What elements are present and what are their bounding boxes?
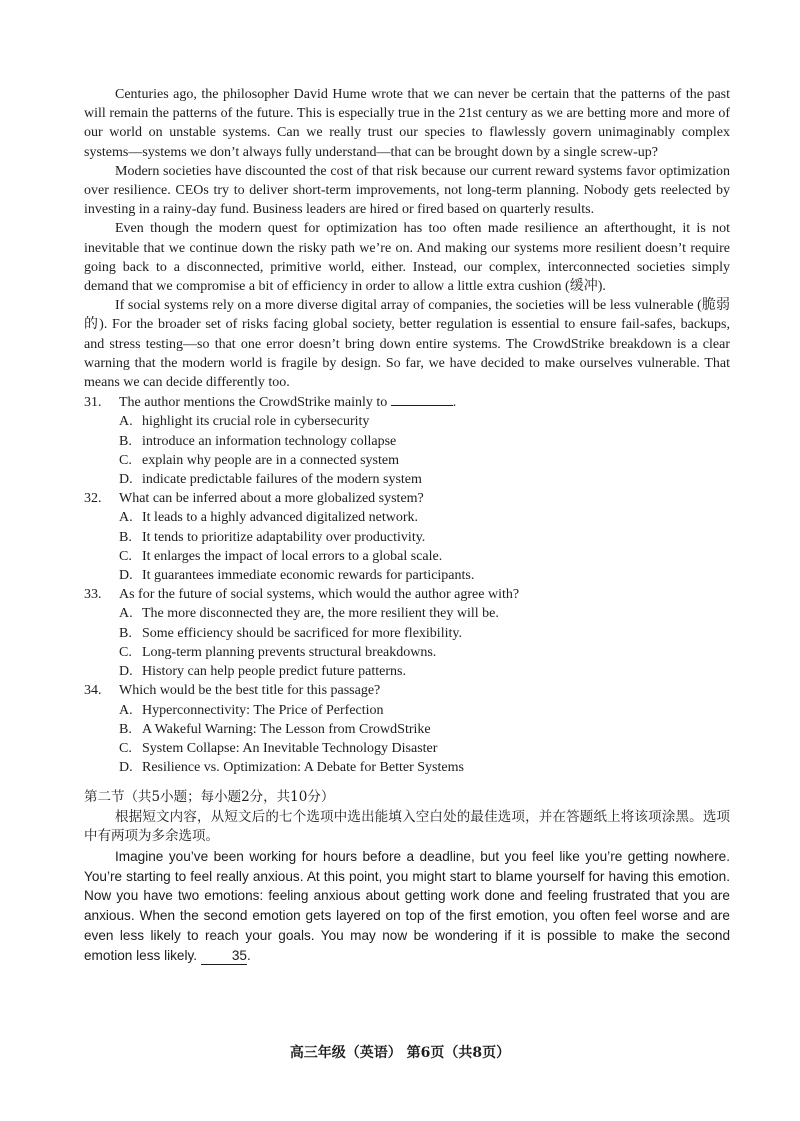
option-letter: A.: [119, 606, 133, 622]
option-text: introduce an information technology collapse: [142, 433, 397, 449]
question-number: 34.: [84, 683, 102, 699]
question-stem: [84, 681, 730, 700]
option-d: [84, 566, 730, 585]
reading-passage: [84, 85, 730, 392]
question-stem: [84, 392, 730, 412]
question-text: Which would be the best title for this passage?: [119, 683, 381, 699]
option-text: It leads to a highly advanced digitalized network.: [142, 510, 419, 526]
option-letter: B.: [119, 625, 132, 641]
option-text: The more disconnected they are, the more resilient they will be.: [142, 606, 499, 622]
cloze-paragraph: [84, 847, 730, 966]
option-letter: A.: [119, 510, 133, 526]
option-text: Some efficiency should be sacrificed for more flexibility.: [142, 625, 462, 641]
question-stem: [84, 489, 730, 508]
question-stem-end: .: [452, 395, 457, 411]
option-letter: A.: [119, 414, 133, 430]
option-letter: A.: [119, 702, 133, 718]
option-a: [84, 412, 730, 431]
option-c: [84, 643, 730, 662]
question-text: The author mentions the CrowdStrike mainly to: [119, 395, 388, 411]
question-number: 32.: [84, 491, 102, 507]
option-letter: C.: [119, 740, 132, 756]
exam-page: [84, 85, 730, 966]
option-letter: D.: [119, 664, 133, 680]
option-letter: D.: [119, 472, 133, 488]
option-d: [84, 758, 730, 777]
cloze-text: Imagine you’ve been working for hours before a deadline, but you feel like you’re getting nowhere. You’re starting to feel really anxious. At this point, you might start to blame yourself for having this emotion. Now you have two emotions: feeling anxious about getting work done and feeling frustrated that you are anxious. When the second emotion gets layered on top of the first emotion, you often feel worse and are even less likely to reach your goals. You may now be wondering if it is possible to make the second emotion less likely.: [84, 848, 730, 963]
question-number: 31.: [84, 395, 102, 411]
option-b: [84, 432, 730, 451]
option-text: Long-term planning prevents structural breakdowns.: [142, 644, 437, 660]
option-letter: B.: [119, 529, 132, 545]
option-text: It tends to prioritize adaptability over productivity.: [142, 529, 426, 545]
option-letter: B.: [119, 433, 132, 449]
option-letter: C.: [119, 452, 132, 468]
option-d: [84, 662, 730, 681]
passage-paragraph-2: Modern societies have discounted the cost of that risk because our current reward systems favor optimization over resilience. CEOs try to deliver short-term improvements, not long-term planning. Nobody gets reelected by investing in a rainy-day fund. Business leaders are hired or fired based on quarterly results.: [84, 163, 730, 218]
option-c: [84, 739, 730, 758]
question-stem: [84, 585, 730, 604]
question-text: What can be inferred about a more globalized system?: [119, 491, 424, 507]
cloze-blank-end: .: [246, 947, 251, 963]
passage-paragraph-1: Centuries ago, the philosopher David Hume wrote that we can never be certain that the patterns of the past will remain the patterns of the future. This is especially true in the 21st century as we are betting more and more of our world on unstable systems. Can we really trust our species to flawlessly govern unimaginably complex systems—systems we don’t always fully understand—that can be brought down by a single screw-up?: [84, 87, 730, 160]
option-text: It enlarges the impact of local errors to a global scale.: [142, 548, 443, 564]
question-34: [84, 681, 730, 777]
option-text: Resilience vs. Optimization: A Debate for Better Systems: [142, 760, 464, 776]
passage-paragraph-3: Even though the modern quest for optimization has too often made resilience an afterthought, it is not inevitable that we continue down the risky path we’re on. And making our systems more resilient doesn’t require going back to a disconnected, primitive world, either. Instead, our complex, interconnected societies simply demand that we compromise a bit of efficiency in order to allow a little extra cushion (缓冲).: [84, 221, 730, 295]
option-letter: C.: [119, 548, 132, 564]
question-31: [84, 392, 730, 489]
option-a: [84, 701, 730, 720]
section-instructions: 根据短文内容，从短文后的七个选项中选出能填入空白处的最佳选项，并在答题纸上将该项涂黑。选项中有两项为多余选项。: [84, 808, 730, 845]
option-letter: C.: [119, 644, 132, 660]
option-a: [84, 604, 730, 623]
option-letter: B.: [119, 721, 132, 737]
question-33: [84, 585, 730, 681]
option-text: It guarantees immediate economic rewards for participants.: [142, 568, 475, 584]
option-b: [84, 528, 730, 547]
option-c: [84, 547, 730, 566]
page-footer: 高三年级（英语） 第6页（共8页）: [289, 1045, 511, 1061]
question-number: 33.: [84, 587, 102, 603]
option-text: highlight its crucial role in cybersecurity: [142, 414, 370, 430]
question-32: [84, 489, 730, 585]
option-d: [84, 470, 730, 489]
passage-paragraph-4: If social systems rely on a more diverse digital array of companies, the societies will be less vulnerable (脆弱的). For the broader set of risks facing global society, better regulation is essential to ensure fail-safes, backups, and stress testing—so that one error doesn’t bring down entire systems. The CrowdStrike breakdown is a clear warning that the modern world is fragile by design. So far, we have decided to make ourselves vulnerable. That means we can decide differently too.: [84, 298, 730, 391]
option-text: indicate predictable failures of the modern system: [142, 472, 422, 488]
option-text: A Wakeful Warning: The Lesson from CrowdStrike: [142, 721, 431, 737]
option-text: History can help people predict future patterns.: [142, 664, 406, 680]
option-a: [84, 508, 730, 527]
question-text: As for the future of social systems, which would the author agree with?: [119, 587, 520, 603]
option-text: System Collapse: An Inevitable Technology Disaster: [142, 740, 438, 756]
option-letter: D.: [119, 568, 133, 584]
section-heading: 第二节（共5小题；每小题2分，共10分）: [84, 789, 335, 806]
cloze-blank-35: 35: [201, 948, 247, 965]
answer-blank: [391, 392, 453, 406]
option-b: [84, 624, 730, 643]
option-b: [84, 720, 730, 739]
option-text: explain why people are in a connected system: [142, 452, 399, 468]
option-letter: D.: [119, 760, 133, 776]
option-c: [84, 451, 730, 470]
option-text: Hyperconnectivity: The Price of Perfection: [142, 702, 384, 718]
